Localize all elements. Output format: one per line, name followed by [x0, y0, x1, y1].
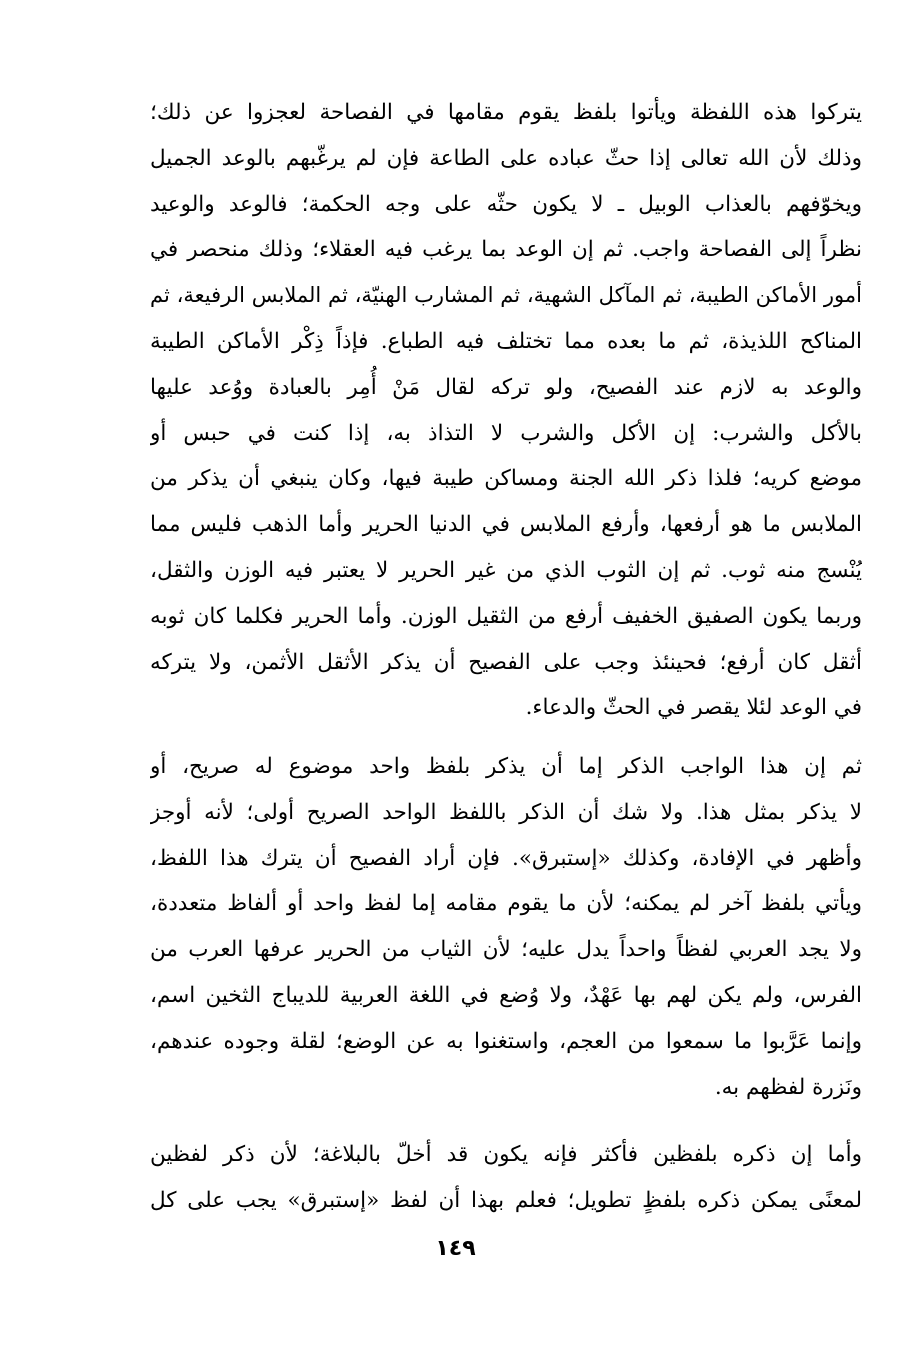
text-line: وأظهر في الإفادة، وكذلك «إستبرق». فإن أراد الفصيح أن يترك هذا اللفظ، [150, 845, 862, 871]
text-line: أمور الأماكن الطيبة، ثم المآكل الشهية، ثم المشارب الهنيّة، ثم الملابس الرفيعة، ثم [150, 283, 862, 308]
text-line: وربما يكون الصفيق الخفيف أرفع من الثقيل الوزن. وأما الحرير فكلما كان ثوبه [150, 603, 862, 629]
text-line: ولا يجد العربي لفظاً واحداً يدل عليه؛ لأن الثياب من الحرير عرفها العرب من [150, 937, 862, 963]
text-line: والوعد به لازم عند الفصيح، ولو تركه لقال مَنْ أُمِر بالعبادة ووُعد عليها [150, 374, 862, 400]
page-number: ١٤٩ [435, 1236, 476, 1261]
text-line: وذلك لأن الله تعالى إذا حثّ عباده على الطاعة فإن لم يرغّبهم بالوعد الجميل [150, 145, 862, 171]
text-line: بالأكل والشرب: إن الأكل والشرب لا التذاذ به، إذا كنت في حبس أو [150, 420, 862, 446]
text-line: موضع كريه؛ فلذا ذكر الله الجنة ومساكن طيبة فيها، وكان ينبغي أن يذكر من [150, 466, 862, 492]
text-line: ويأتي بلفظ آخر لم يمكنه؛ لأن ما يقوم مقامه إما لفظ واحد أو ألفاظ متعددة، [150, 891, 862, 917]
text-line: وإنما عَرَّبوا ما سمعوا من العجم، واستغنوا به عن الوضع؛ لقلة وجوده عندهم، [150, 1028, 862, 1054]
text-line: وأما إن ذكره بلفظين فأكثر فإنه يكون قد أخلّ بالبلاغة؛ لأن ذكر لفظين [150, 1142, 862, 1167]
text-line: يتركوا هذه اللفظة ويأتوا بلفظ يقوم مقامها في الفصاحة لعجزوا عن ذلك؛ [150, 100, 862, 125]
text-line: الفرس، ولم يكن لهم بها عَهْدٌ، ولا وُضع في اللغة العربية للديباج الثخين اسم، [150, 982, 862, 1008]
text-line: ويخوّفهم بالعذاب الوبيل ـ لا يكون حثّه على وجه الحكمة؛ فالوعد والوعيد [150, 191, 862, 217]
text-line: لا يذكر بمثل هذا. ولا شك أن الذكر باللفظ الواحد الصريح أولى؛ لأنه أوجز [150, 799, 862, 825]
text-line: لمعنًى يمكن ذكره بلفظٍ تطويل؛ فعلم بهذا أن لفظ «إستبرق» يجب على كل [150, 1187, 862, 1213]
paragraph-3 [150, 1132, 862, 1224]
text-line: في الوعد لئلا يقصر في الحثّ والدعاء. [525, 695, 862, 721]
text-line: الملابس ما هو أرفعها، وأرفع الملابس في الدنيا الحرير وأما الذهب فليس مما [150, 512, 862, 538]
paragraph-1 [150, 90, 862, 731]
text-line: ثم إن هذا الواجب الذكر إما أن يذكر بلفظ واحد موضوع له صريح، أو [150, 754, 862, 779]
text-line: أثقل كان أرفع؛ فحينئذ وجب على الفصيح أن يذكر الأثقل الأثمن، ولا يتركه [150, 649, 862, 675]
paragraph-2 [150, 744, 862, 1110]
text-line: ونَزرة لفظهم به. [714, 1074, 862, 1100]
text-line: المناكح اللذيذة، ثم ما بعده مما تختلف فيه الطباع. فإذاً ذِكْر الأماكن الطيبة [150, 328, 862, 354]
text-line: يُنْسج منه ثوب. ثم إن الثوب الذي من غير الحرير لا يعتبر فيه الوزن والثقل، [150, 557, 862, 583]
text-line: نظراً إلى الفصاحة واجب. ثم إن الوعد بما يرغب فيه العقلاء؛ وذلك منحصر في [150, 237, 862, 263]
